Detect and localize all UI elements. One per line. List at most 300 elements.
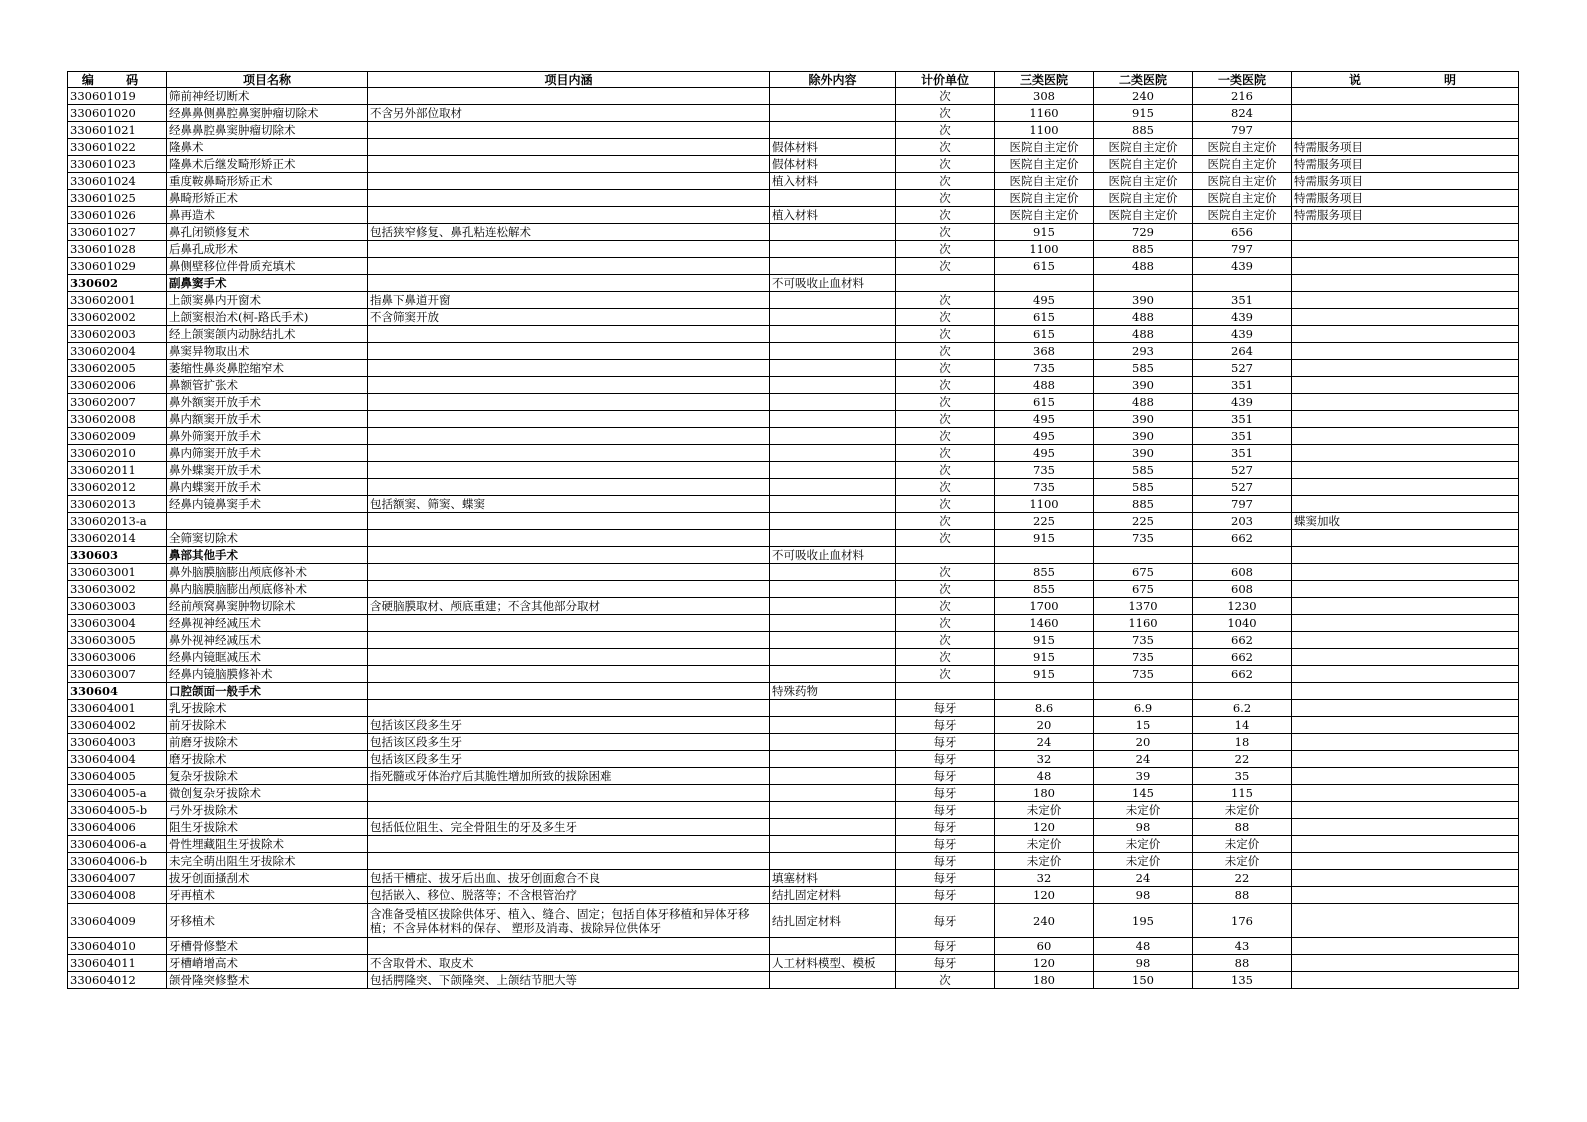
cell-price-class3: 未定价 <box>995 836 1094 853</box>
cell-unit: 次 <box>896 394 995 411</box>
cell-excluded <box>770 615 896 632</box>
header-class3: 三类医院 <box>995 72 1094 88</box>
cell-price-class3: 735 <box>995 462 1094 479</box>
cell-excluded <box>770 88 896 105</box>
cell-price-class1: 216 <box>1193 88 1292 105</box>
cell-unit: 每牙 <box>896 802 995 819</box>
cell-content: 包括嵌入、移位、脱落等；不含根管治疗 <box>368 887 770 904</box>
cell-price-class1: 351 <box>1193 292 1292 309</box>
cell-content <box>368 88 770 105</box>
cell-unit: 次 <box>896 581 995 598</box>
cell-name: 牙移植术 <box>167 904 368 938</box>
cell-price-class1: 608 <box>1193 581 1292 598</box>
cell-price-class2: 48 <box>1094 938 1193 955</box>
cell-excluded: 填塞材料 <box>770 870 896 887</box>
cell-code: 330602012 <box>68 479 167 496</box>
cell-unit: 次 <box>896 513 995 530</box>
header-excluded: 除外内容 <box>770 72 896 88</box>
cell-note <box>1292 258 1519 275</box>
cell-code: 330603005 <box>68 632 167 649</box>
cell-note <box>1292 275 1519 292</box>
cell-content <box>368 666 770 683</box>
header-class1: 一类医院 <box>1193 72 1292 88</box>
cell-unit: 次 <box>896 156 995 173</box>
cell-name: 鼻额管扩张术 <box>167 377 368 394</box>
cell-unit: 每牙 <box>896 734 995 751</box>
cell-note <box>1292 547 1519 564</box>
cell-note <box>1292 615 1519 632</box>
cell-excluded <box>770 462 896 479</box>
cell-excluded <box>770 819 896 836</box>
cell-content: 包括腭隆突、下颌隆突、上颌结节肥大等 <box>368 972 770 989</box>
cell-price-class1: 未定价 <box>1193 853 1292 870</box>
cell-price-class1 <box>1193 275 1292 292</box>
cell-code: 330601019 <box>68 88 167 105</box>
header-unit: 计价单位 <box>896 72 995 88</box>
cell-price-class2: 885 <box>1094 496 1193 513</box>
cell-note <box>1292 972 1519 989</box>
cell-price-class1: 662 <box>1193 632 1292 649</box>
cell-excluded <box>770 632 896 649</box>
cell-price-class2: 885 <box>1094 241 1193 258</box>
cell-price-class1: 22 <box>1193 870 1292 887</box>
cell-unit: 次 <box>896 343 995 360</box>
cell-price-class1: 797 <box>1193 122 1292 139</box>
table-row <box>68 445 1519 462</box>
cell-price-class1: 824 <box>1193 105 1292 122</box>
cell-excluded: 假体材料 <box>770 139 896 156</box>
cell-content <box>368 581 770 598</box>
cell-content <box>368 207 770 224</box>
cell-name: 经鼻视神经减压术 <box>167 615 368 632</box>
cell-code: 330604006-a <box>68 836 167 853</box>
cell-price-class1: 264 <box>1193 343 1292 360</box>
table-row <box>68 241 1519 258</box>
cell-note <box>1292 445 1519 462</box>
cell-price-class1: 439 <box>1193 326 1292 343</box>
cell-price-class2: 未定价 <box>1094 853 1193 870</box>
cell-price-class2: 915 <box>1094 105 1193 122</box>
cell-unit: 每牙 <box>896 700 995 717</box>
table-row <box>68 462 1519 479</box>
cell-note <box>1292 428 1519 445</box>
cell-price-class3: 医院自主定价 <box>995 173 1094 190</box>
cell-code: 330604 <box>68 683 167 700</box>
cell-excluded <box>770 649 896 666</box>
cell-note: 特需服务项目 <box>1292 173 1519 190</box>
cell-code: 330602004 <box>68 343 167 360</box>
cell-unit: 次 <box>896 411 995 428</box>
cell-name: 鼻外筛窦开放手术 <box>167 428 368 445</box>
cell-content <box>368 326 770 343</box>
cell-content <box>368 462 770 479</box>
table-row <box>68 139 1519 156</box>
cell-price-class1: 14 <box>1193 717 1292 734</box>
cell-name: 牙再植术 <box>167 887 368 904</box>
cell-price-class2: 390 <box>1094 377 1193 394</box>
cell-code: 330602014 <box>68 530 167 547</box>
cell-note: 蝶窦加收 <box>1292 513 1519 530</box>
cell-unit: 每牙 <box>896 938 995 955</box>
cell-price-class2: 未定价 <box>1094 802 1193 819</box>
cell-name: 萎缩性鼻炎鼻腔缩窄术 <box>167 360 368 377</box>
cell-code: 330604007 <box>68 870 167 887</box>
cell-price-class1: 未定价 <box>1193 836 1292 853</box>
cell-name: 口腔颌面一般手术 <box>167 683 368 700</box>
cell-unit: 次 <box>896 972 995 989</box>
table-row <box>68 224 1519 241</box>
cell-price-class2: 675 <box>1094 581 1193 598</box>
cell-price-class1: 527 <box>1193 479 1292 496</box>
cell-name: 鼻畸形矫正术 <box>167 190 368 207</box>
table-row <box>68 802 1519 819</box>
cell-code: 330603001 <box>68 564 167 581</box>
header-content: 项目内涵 <box>368 72 770 88</box>
cell-price-class2: 390 <box>1094 292 1193 309</box>
cell-unit: 次 <box>896 445 995 462</box>
table-row <box>68 700 1519 717</box>
cell-note: 特需服务项目 <box>1292 139 1519 156</box>
table-row <box>68 666 1519 683</box>
cell-price-class3: 未定价 <box>995 802 1094 819</box>
cell-unit: 每牙 <box>896 904 995 938</box>
cell-price-class3: 8.6 <box>995 700 1094 717</box>
table-row <box>68 258 1519 275</box>
cell-unit: 次 <box>896 632 995 649</box>
cell-unit: 次 <box>896 428 995 445</box>
cell-price-class1: 未定价 <box>1193 802 1292 819</box>
cell-content <box>368 700 770 717</box>
cell-price-class2: 585 <box>1094 360 1193 377</box>
cell-unit: 次 <box>896 207 995 224</box>
cell-unit: 次 <box>896 241 995 258</box>
cell-unit: 次 <box>896 309 995 326</box>
cell-excluded: 特殊药物 <box>770 683 896 700</box>
cell-note <box>1292 649 1519 666</box>
cell-excluded <box>770 377 896 394</box>
table-row <box>68 496 1519 513</box>
cell-price-class2: 24 <box>1094 751 1193 768</box>
cell-name: 上颌窦鼻内开窗术 <box>167 292 368 309</box>
cell-price-class3: 855 <box>995 564 1094 581</box>
cell-price-class2: 24 <box>1094 870 1193 887</box>
cell-code: 330603002 <box>68 581 167 598</box>
cell-name: 经上颌窦颌内动脉结扎术 <box>167 326 368 343</box>
cell-unit: 次 <box>896 190 995 207</box>
cell-excluded <box>770 564 896 581</box>
cell-price-class3: 120 <box>995 887 1094 904</box>
cell-code: 330602010 <box>68 445 167 462</box>
cell-name: 骨性埋藏阻生牙拔除术 <box>167 836 368 853</box>
cell-excluded: 结扎固定材料 <box>770 904 896 938</box>
cell-code: 330602013-a <box>68 513 167 530</box>
cell-name: 鼻外蝶窦开放手术 <box>167 462 368 479</box>
cell-price-class3: 医院自主定价 <box>995 139 1094 156</box>
cell-price-class3: 32 <box>995 870 1094 887</box>
cell-name: 副鼻窦手术 <box>167 275 368 292</box>
cell-name: 鼻外脑膜脑膨出颅底修补术 <box>167 564 368 581</box>
cell-note <box>1292 411 1519 428</box>
header-class2: 二类医院 <box>1094 72 1193 88</box>
cell-name: 弓外牙拔除术 <box>167 802 368 819</box>
cell-price-class2 <box>1094 275 1193 292</box>
cell-price-class2: 488 <box>1094 394 1193 411</box>
cell-code: 330601020 <box>68 105 167 122</box>
cell-price-class2: 195 <box>1094 904 1193 938</box>
cell-excluded <box>770 360 896 377</box>
cell-unit: 次 <box>896 292 995 309</box>
cell-name: 后鼻孔成形术 <box>167 241 368 258</box>
cell-name: 前牙拔除术 <box>167 717 368 734</box>
table-row <box>68 853 1519 870</box>
cell-excluded <box>770 717 896 734</box>
table-row <box>68 411 1519 428</box>
cell-unit: 次 <box>896 258 995 275</box>
cell-name: 隆鼻术后继发畸形矫正术 <box>167 156 368 173</box>
cell-price-class3: 1100 <box>995 241 1094 258</box>
cell-excluded <box>770 496 896 513</box>
cell-price-class1: 439 <box>1193 394 1292 411</box>
cell-content <box>368 241 770 258</box>
cell-code: 330604002 <box>68 717 167 734</box>
cell-price-class1: 6.2 <box>1193 700 1292 717</box>
cell-content <box>368 445 770 462</box>
cell-code: 330604010 <box>68 938 167 955</box>
cell-price-class3: 240 <box>995 904 1094 938</box>
cell-code: 330603007 <box>68 666 167 683</box>
cell-name: 未完全萌出阻生牙拔除术 <box>167 853 368 870</box>
cell-name: 鼻内脑膜脑膨出颅底修补术 <box>167 581 368 598</box>
cell-price-class3: 915 <box>995 666 1094 683</box>
cell-price-class3: 180 <box>995 785 1094 802</box>
cell-price-class2: 390 <box>1094 411 1193 428</box>
cell-unit: 次 <box>896 88 995 105</box>
cell-note <box>1292 326 1519 343</box>
cell-content <box>368 258 770 275</box>
cell-content <box>368 411 770 428</box>
cell-content <box>368 343 770 360</box>
cell-name: 颌骨隆突修整术 <box>167 972 368 989</box>
table-row <box>68 394 1519 411</box>
cell-price-class2: 150 <box>1094 972 1193 989</box>
table-row <box>68 564 1519 581</box>
cell-price-class2: 735 <box>1094 530 1193 547</box>
cell-price-class2: 1160 <box>1094 615 1193 632</box>
cell-excluded <box>770 224 896 241</box>
cell-content <box>368 632 770 649</box>
cell-code: 330602002 <box>68 309 167 326</box>
cell-excluded <box>770 785 896 802</box>
cell-note <box>1292 802 1519 819</box>
cell-price-class2: 240 <box>1094 88 1193 105</box>
cell-price-class3: 180 <box>995 972 1094 989</box>
cell-price-class1: 1230 <box>1193 598 1292 615</box>
cell-unit: 每牙 <box>896 785 995 802</box>
cell-content: 不含取骨术、取皮术 <box>368 955 770 972</box>
cell-name <box>167 513 368 530</box>
cell-note <box>1292 683 1519 700</box>
cell-price-class3: 未定价 <box>995 853 1094 870</box>
cell-price-class3: 488 <box>995 377 1094 394</box>
cell-note <box>1292 309 1519 326</box>
cell-name: 重度鞍鼻畸形矫正术 <box>167 173 368 190</box>
cell-code: 330602013 <box>68 496 167 513</box>
table-row <box>68 326 1519 343</box>
cell-content: 包括该区段多生牙 <box>368 717 770 734</box>
cell-price-class3: 915 <box>995 224 1094 241</box>
cell-content <box>368 275 770 292</box>
cell-note <box>1292 632 1519 649</box>
cell-price-class2: 735 <box>1094 649 1193 666</box>
cell-code: 330602 <box>68 275 167 292</box>
cell-code: 330602009 <box>68 428 167 445</box>
cell-price-class1: 608 <box>1193 564 1292 581</box>
cell-name: 微创复杂牙拔除术 <box>167 785 368 802</box>
cell-price-class2: 390 <box>1094 428 1193 445</box>
cell-code: 330601026 <box>68 207 167 224</box>
cell-code: 330604012 <box>68 972 167 989</box>
table-row <box>68 615 1519 632</box>
cell-price-class3 <box>995 547 1094 564</box>
cell-price-class3: 医院自主定价 <box>995 156 1094 173</box>
cell-content <box>368 802 770 819</box>
cell-name: 上颌窦根治术(柯-路氏手术) <box>167 309 368 326</box>
cell-unit: 每牙 <box>896 887 995 904</box>
cell-excluded <box>770 326 896 343</box>
cell-name: 乳牙拔除术 <box>167 700 368 717</box>
cell-note <box>1292 377 1519 394</box>
cell-price-class3: 495 <box>995 445 1094 462</box>
cell-note <box>1292 785 1519 802</box>
cell-price-class1: 662 <box>1193 666 1292 683</box>
cell-excluded: 假体材料 <box>770 156 896 173</box>
cell-excluded: 不可吸收止血材料 <box>770 547 896 564</box>
cell-price-class3: 308 <box>995 88 1094 105</box>
cell-unit: 次 <box>896 666 995 683</box>
cell-code: 330604009 <box>68 904 167 938</box>
cell-price-class3: 120 <box>995 819 1094 836</box>
cell-price-class3 <box>995 275 1094 292</box>
cell-unit: 每牙 <box>896 768 995 785</box>
cell-code: 330604005 <box>68 768 167 785</box>
cell-note <box>1292 768 1519 785</box>
cell-unit <box>896 547 995 564</box>
cell-excluded <box>770 343 896 360</box>
cell-note <box>1292 887 1519 904</box>
cell-code: 330602007 <box>68 394 167 411</box>
cell-content <box>368 122 770 139</box>
cell-code: 330603 <box>68 547 167 564</box>
cell-price-class3: 615 <box>995 309 1094 326</box>
cell-note <box>1292 496 1519 513</box>
cell-price-class2: 293 <box>1094 343 1193 360</box>
cell-unit: 每牙 <box>896 717 995 734</box>
cell-excluded <box>770 411 896 428</box>
cell-note: 特需服务项目 <box>1292 190 1519 207</box>
cell-code: 330604004 <box>68 751 167 768</box>
cell-excluded <box>770 190 896 207</box>
table-row <box>68 156 1519 173</box>
cell-excluded <box>770 428 896 445</box>
cell-content <box>368 156 770 173</box>
cell-price-class3: 735 <box>995 479 1094 496</box>
cell-content <box>368 785 770 802</box>
table-header-row <box>68 72 1519 88</box>
cell-excluded <box>770 479 896 496</box>
table-row <box>68 513 1519 530</box>
cell-price-class1: 439 <box>1193 258 1292 275</box>
cell-price-class3: 615 <box>995 258 1094 275</box>
table-body <box>68 88 1519 989</box>
cell-excluded <box>770 836 896 853</box>
cell-content <box>368 428 770 445</box>
cell-content <box>368 479 770 496</box>
cell-excluded <box>770 122 896 139</box>
cell-unit: 每牙 <box>896 819 995 836</box>
table-row <box>68 360 1519 377</box>
cell-content <box>368 853 770 870</box>
cell-price-class3: 915 <box>995 632 1094 649</box>
cell-content <box>368 615 770 632</box>
cell-price-class1: 351 <box>1193 377 1292 394</box>
table-row <box>68 581 1519 598</box>
cell-excluded <box>770 768 896 785</box>
table-row <box>68 938 1519 955</box>
cell-price-class2: 6.9 <box>1094 700 1193 717</box>
cell-name: 经鼻鼻腔鼻窦肿瘤切除术 <box>167 122 368 139</box>
cell-excluded <box>770 581 896 598</box>
cell-price-class2: 488 <box>1094 258 1193 275</box>
cell-note <box>1292 819 1519 836</box>
cell-note <box>1292 717 1519 734</box>
cell-price-class3: 24 <box>995 734 1094 751</box>
cell-price-class2: 98 <box>1094 887 1193 904</box>
cell-price-class1: 439 <box>1193 309 1292 326</box>
cell-price-class3: 855 <box>995 581 1094 598</box>
cell-content <box>368 547 770 564</box>
cell-note <box>1292 343 1519 360</box>
cell-note: 特需服务项目 <box>1292 207 1519 224</box>
cell-excluded <box>770 530 896 547</box>
cell-price-class1: 797 <box>1193 241 1292 258</box>
cell-excluded <box>770 802 896 819</box>
cell-price-class2: 488 <box>1094 309 1193 326</box>
cell-price-class3: 495 <box>995 411 1094 428</box>
cell-price-class1: 203 <box>1193 513 1292 530</box>
cell-price-class3: 60 <box>995 938 1094 955</box>
cell-excluded: 植入材料 <box>770 173 896 190</box>
header-name: 项目名称 <box>167 72 368 88</box>
cell-note <box>1292 88 1519 105</box>
cell-name: 鼻内额窦开放手术 <box>167 411 368 428</box>
cell-name: 经前颅窝鼻窦肿物切除术 <box>167 598 368 615</box>
cell-note <box>1292 853 1519 870</box>
cell-unit: 次 <box>896 360 995 377</box>
cell-price-class3: 1700 <box>995 598 1094 615</box>
cell-price-class3: 医院自主定价 <box>995 190 1094 207</box>
cell-name: 鼻再造术 <box>167 207 368 224</box>
cell-unit: 次 <box>896 224 995 241</box>
cell-content <box>368 564 770 581</box>
cell-unit: 次 <box>896 530 995 547</box>
cell-price-class1: 医院自主定价 <box>1193 156 1292 173</box>
cell-name: 经鼻内镜脑膜修补术 <box>167 666 368 683</box>
cell-price-class2: 1370 <box>1094 598 1193 615</box>
cell-code: 330604003 <box>68 734 167 751</box>
cell-excluded <box>770 700 896 717</box>
cell-unit: 每牙 <box>896 955 995 972</box>
cell-note <box>1292 564 1519 581</box>
